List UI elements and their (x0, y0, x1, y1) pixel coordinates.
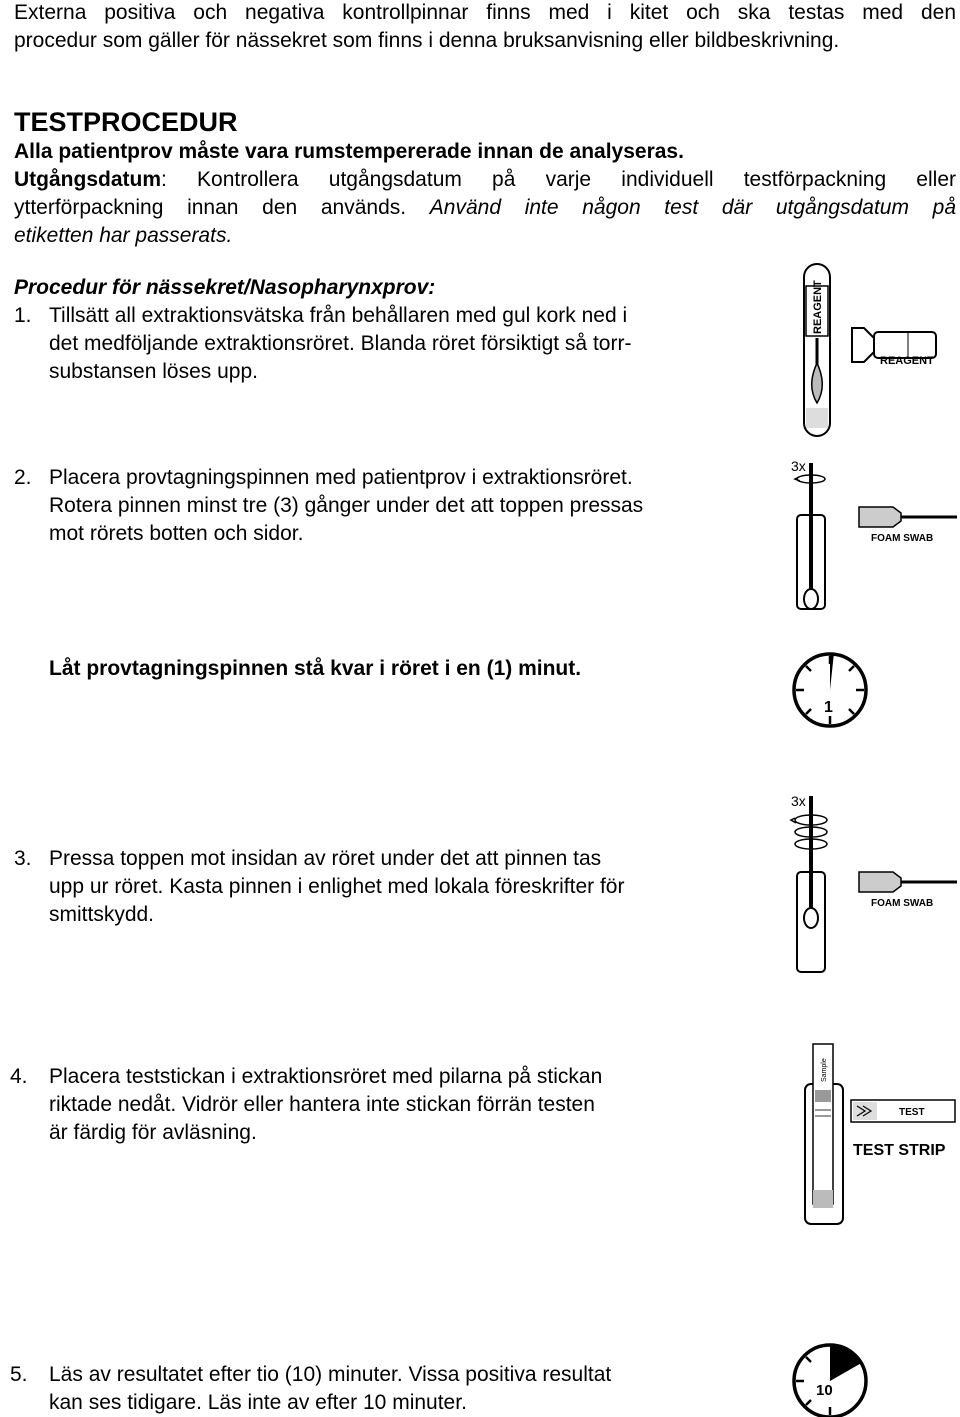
intro-line-1: Externa positiva och negativa kontrollpinnar finns med i kitet och ska testas med den (14, 1, 956, 24)
expiry-text-2: ytterförpackning innan den används. (14, 196, 407, 219)
step-2-line-1: Placera provtagningspinnen med patientprov i extraktionsröret. (49, 466, 633, 489)
expiry-label: Utgångsdatum (14, 168, 161, 191)
foam-swab-label-2: FOAM SWAB (871, 898, 934, 909)
procedure-title: Procedur för nässekret/Nasopharynxprov: (14, 276, 436, 299)
step-2-line-2: Rotera pinnen minst tre (3) gånger under det att toppen pressas (49, 494, 644, 517)
page-heading: TESTPROCEDUR (14, 107, 238, 137)
step-1-number: 1. (14, 304, 32, 327)
step-2-line-3: mot rörets botten och sidor. (49, 522, 304, 545)
expiry-text-1: Kontrollera utgångsdatum på varje individuell testförpackning eller (197, 168, 956, 191)
intro-line-2: procedur som gäller för nässekret som finns i denna bruksanvisning eller bildbeskrivning. (14, 29, 840, 52)
step-1-line-3: substansen löses upp. (49, 360, 258, 383)
step-3-line-2: upp ur röret. Kasta pinnen i enlighet med lokala föreskrifter för (49, 875, 625, 898)
step-5-number: 5. (10, 1363, 28, 1386)
expiry-warning-2: etiketten har passerats. (14, 224, 233, 247)
step-4-number: 4. (10, 1065, 28, 1088)
test-strip-label: TEST STRIP (853, 1142, 946, 1159)
timer-1-label: 1 (824, 699, 833, 716)
swab-remove-illustration (785, 790, 960, 980)
timer-10-minutes-icon (790, 1341, 870, 1417)
step-3-line-1: Pressa toppen mot insidan av röret under det att pinnen tas (49, 847, 602, 870)
step-1-line-1: Tillsätt all extraktionsvätska från behållaren med gul kork ned i (49, 304, 628, 327)
timer-1-minute-icon (790, 650, 870, 730)
step-3-line-3: smittskydd. (49, 903, 155, 926)
wait-instruction: Låt provtagningspinnen stå kvar i röret i en (1) minut. (49, 657, 582, 680)
test-label: TEST (899, 1107, 925, 1118)
step-3-number: 3. (14, 847, 32, 870)
foam-swab-label-1: FOAM SWAB (871, 533, 934, 544)
expiry-line-1 (14, 166, 956, 194)
expiry-line-2 (14, 194, 956, 222)
strip-vertical-label: Sample (821, 1058, 828, 1082)
rotate-label-2: 3x (791, 793, 806, 809)
step-4-line-1: Placera teststickan i extraktionsröret med pilarna på stickan (49, 1065, 603, 1088)
step-5-line-1: Läs av resultatet efter tio (10) minuter. Vissa positiva resultat (49, 1363, 612, 1386)
reagent-tube-illustration (790, 258, 960, 448)
step-5-line-2: kan ses tidigare. Läs inte av efter 10 minuter. (49, 1391, 467, 1414)
room-temp-note: Alla patientprov måste vara rumstempererade innan de analyseras. (14, 140, 684, 163)
step-4-line-2: riktade nedåt. Vidrör eller hantera inte stickan förrän testen (49, 1093, 595, 1116)
expiry-colon: : (161, 168, 167, 191)
swab-insert-illustration (785, 455, 960, 615)
step-4-line-3: är färdig för avläsning. (49, 1121, 257, 1144)
reagent-vial-label: REAGENT (880, 355, 934, 367)
step-1-line-2: det medföljande extraktionsröret. Blanda röret försiktigt så torr- (49, 332, 632, 355)
expiry-warning-1: Använd inte någon test där utgångsdatum på (429, 196, 956, 219)
test-strip-illustration (795, 1040, 960, 1230)
timer-10-label: 10 (816, 1382, 833, 1399)
step-2-number: 2. (14, 466, 32, 489)
rotate-label-1: 3x (791, 458, 806, 474)
reagent-tube-label: REAGENT (812, 280, 824, 334)
